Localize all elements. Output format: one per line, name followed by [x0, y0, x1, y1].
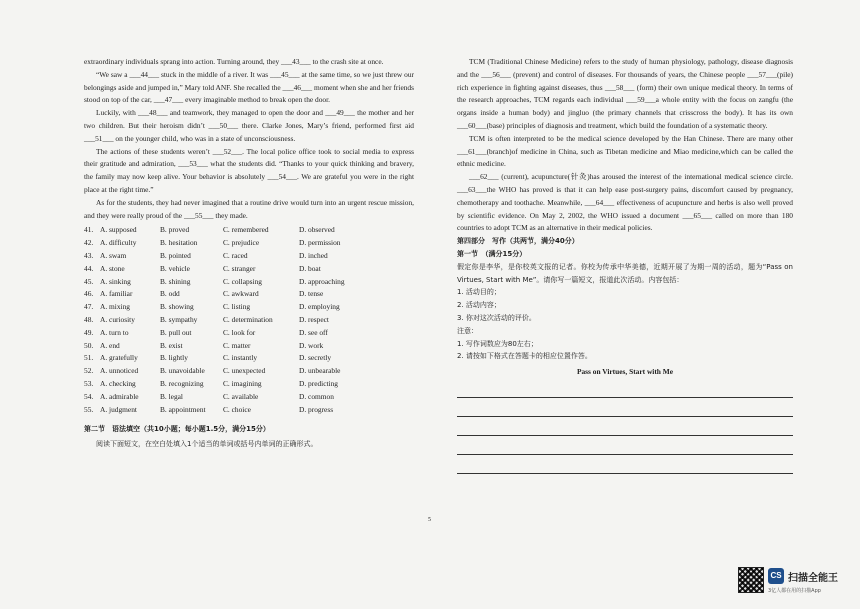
option-b: B. lightly: [160, 353, 188, 363]
option-row: [84, 340, 414, 353]
option-d: D. observed: [299, 225, 335, 235]
question-number: 42.: [84, 238, 94, 248]
option-d: D. employing: [299, 302, 340, 312]
option-c: C. unexpected: [223, 366, 266, 376]
question-number: 48.: [84, 314, 94, 324]
option-d: D. approaching: [299, 276, 345, 286]
content-item: 2. 活动内容；: [457, 301, 501, 310]
option-a: A. gratefully: [100, 353, 138, 363]
section-instructions: 阅读下面短文，在空白处填入1个适当的单词或括号内单词的正确形式。: [96, 440, 318, 449]
right-column: [457, 56, 793, 474]
left-column: [84, 56, 414, 451]
question-number: 55.: [84, 404, 94, 414]
option-c: C. listing: [223, 302, 251, 312]
option-c: C. determination: [223, 314, 273, 324]
note-item: 2. 请按如下格式在答题卡的相应位置作答。: [457, 352, 592, 361]
passage-paragraph: As for the students, they had never imagined that a routine drive would turn into an urgent rescue mission, and they were really proud of the ___55___ they made.: [84, 197, 414, 220]
question-number: 43.: [84, 250, 94, 260]
option-c: C. instantly: [223, 353, 258, 363]
option-c: C. imagining: [223, 378, 262, 388]
question-number: 49.: [84, 327, 94, 337]
option-d: D. work: [299, 340, 324, 350]
option-d: D. unbearable: [299, 366, 341, 376]
option-a: A. unnoticed: [100, 366, 139, 376]
option-b: B. unavoidable: [160, 366, 205, 376]
question-number: 46.: [84, 289, 94, 299]
page-number: 5: [428, 517, 431, 523]
option-b: B. recognizing: [160, 378, 204, 388]
option-b: B. showing: [160, 302, 194, 312]
option-d: D. permission: [299, 238, 341, 248]
option-b: B. pull out: [160, 327, 192, 337]
section-heading: 第一节 （满分15分）: [457, 249, 527, 258]
option-row: [84, 365, 414, 378]
option-a: A. end: [100, 340, 120, 350]
option-c: C. matter: [223, 340, 251, 350]
option-row: [84, 391, 414, 404]
option-row: [84, 288, 414, 301]
option-b: B. sympathy: [160, 314, 198, 324]
option-d: D. tense: [299, 289, 324, 299]
passage-paragraph: “We saw a ___44___ stuck in the middle of a river. It was ___45___ at the same time, so we just threw our belongings aside and jumped in,” Mary told ANF. She recalled the ___46___ moment when she and her friends stood on top of the car, ___47___ every imaginable method to break open the door.: [84, 69, 414, 105]
option-d: D. predicting: [299, 378, 338, 388]
option-b: B. appointment: [160, 404, 206, 414]
option-a: A. swam: [100, 250, 127, 260]
content-item: 1. 活动目的；: [457, 288, 501, 297]
option-row: [84, 378, 414, 391]
option-b: B. vehicle: [160, 263, 190, 273]
part-heading: 第四部分 写作（共两节，满分40分）: [457, 237, 579, 246]
writing-title: Pass on Virtues, Start with Me: [576, 367, 674, 377]
option-a: A. curiosity: [100, 314, 135, 324]
option-row: [84, 314, 414, 327]
option-a: A. difficulty: [100, 238, 137, 248]
option-b: B. exist: [160, 340, 183, 350]
question-number: 54.: [84, 391, 94, 401]
option-c: C. awkward: [223, 289, 259, 299]
option-row: [84, 224, 414, 237]
question-number: 50.: [84, 340, 94, 350]
scanner-logo-icon: CS: [768, 568, 784, 584]
option-a: A. turn to: [100, 327, 129, 337]
question-number: 52.: [84, 366, 94, 376]
answer-line: [457, 417, 793, 436]
option-b: B. odd: [160, 289, 180, 299]
option-c: C. collapsing: [223, 276, 263, 286]
option-a: A. sinking: [100, 276, 131, 286]
option-d: D. common: [299, 391, 334, 401]
option-row: [84, 237, 414, 250]
passage-paragraph: TCM is often interpreted to be the medical science developed by the Han Chinese. There are many other ___61___(branch)of medicine in China, such as Tibetan medicine and Miao medicine,which can be called the ethnic medicine.: [457, 133, 793, 169]
option-row: [84, 327, 414, 340]
option-b: B. pointed: [160, 250, 191, 260]
option-row: [84, 352, 414, 365]
option-c: C. prejudice: [223, 238, 260, 248]
answer-line: [457, 436, 793, 455]
option-c: C. choice: [223, 404, 251, 414]
answer-lines: [457, 379, 793, 474]
question-number: 44.: [84, 263, 94, 273]
option-a: A. judgment: [100, 404, 137, 414]
scanner-tagline: 3亿人都在用的扫描App: [768, 588, 821, 594]
answer-line: [457, 398, 793, 417]
option-a: A. familiar: [100, 289, 133, 299]
question-number: 47.: [84, 302, 94, 312]
option-c: C. stranger: [223, 263, 256, 273]
option-a: A. stone: [100, 263, 125, 273]
option-a: A. checking: [100, 378, 136, 388]
passage-paragraph: extraordinary individuals sprang into action. Turning around, they ___43___ to the crash site at once.: [84, 57, 384, 66]
content-item: 3. 你对这次活动的评价。: [457, 313, 536, 322]
option-b: B. hesitation: [160, 238, 198, 248]
option-d: D. progress: [299, 404, 334, 414]
option-a: A. supposed: [100, 225, 137, 235]
section-heading: 第二节 语法填空（共10小题；每小题1.5分，满分15分）: [84, 425, 270, 434]
option-row: [84, 404, 414, 417]
question-number: 45.: [84, 276, 94, 286]
note-item: 1. 写作词数应为80左右；: [457, 339, 538, 348]
passage-paragraph: TCM (Traditional Chinese Medicine) refers to the study of human physiology, pathology, disease diagnosis and the ___56___ (prevent) and control of diseases. For thousands of years, the Chinese people ___57___(pile) rich experience in fighting against diseases, thus ___58___ (form) their own unique medical theory. In terms of the research approaches, TCM regards each individual ___59___a whole entity with the focus on zangfu (the organs inside a human body) and jingluo (the primary channels that crisscross the body). It has its own ___60___(base) principles of diagnosis and treatment, which build the foundation of a systematic theory.: [457, 57, 793, 130]
option-d: D. respect: [299, 314, 329, 324]
passage-paragraph: Luckily, with ___48___ and teamwork, they managed to open the door and ___49___ the mother and her two children. But their heroism didn’t ___50___ there. Clarke Jones, Mary’s friend, performed first aid ___51___ on the younger child, who was in a state of unconsciousness.: [84, 108, 414, 143]
option-a: A. admirable: [100, 391, 139, 401]
question-number: 53.: [84, 378, 94, 388]
option-b: B. proved: [160, 225, 190, 235]
writing-prompt: 假定你是李华，是你校英文报的记者。你校为传承中华美德，近期开展了为期一周的活动，题为“Pass on Virtues, Start with Me”。请你写一篇短文，报道此次活动。内容包括：: [457, 262, 793, 284]
answer-line: [457, 379, 793, 398]
scanner-app-name: 扫描全能王: [788, 573, 838, 584]
option-d: D. secretly: [299, 353, 332, 363]
option-c: C. available: [223, 391, 259, 401]
option-c: C. raced: [223, 250, 248, 260]
notes-label: 注意：: [457, 326, 478, 335]
question-number: 41.: [84, 225, 94, 235]
option-row: [84, 276, 414, 289]
option-d: D. inched: [299, 250, 328, 260]
option-row: [84, 301, 414, 314]
qr-code-icon: [738, 567, 764, 593]
option-row: [84, 250, 414, 263]
option-a: A. mixing: [100, 302, 130, 312]
option-c: C. look for: [223, 327, 256, 337]
option-c: C. remembered: [223, 225, 269, 235]
option-d: D. boat: [299, 263, 321, 273]
option-b: B. shining: [160, 276, 191, 286]
question-number: 51.: [84, 353, 94, 363]
options-list: [84, 224, 414, 416]
option-b: B. legal: [160, 391, 183, 401]
answer-line: [457, 455, 793, 474]
passage-paragraph: ___62___ (current), acupuncture(针灸)has aroused the interest of the international medical science circle. ___63___the WHO has proved is that it can help ease post-surgery pains, discomfort caused by pregnancy, chemotherapy and toothache. Meanwhile, ___64___ effectiveness of acupuncture and herbs is also well proved by scientific evidence. On May 2, 2002, the WHO issued a document ___65___ called on more than 180 countries to adopt TCM as an alternative in their medical policies.: [457, 172, 793, 233]
option-d: D. see off: [299, 327, 328, 337]
passage-paragraph: The actions of these students weren’t ___52___. The local police office took to social media to express their gratitude and admiration, ___53___ what the students did. “Thanks to your quick thinking and bravery, the family may now keep alive. Your behavior is absolutely ___54___. We are grateful you were in the right place at the right time.”: [84, 146, 414, 194]
option-row: [84, 263, 414, 276]
